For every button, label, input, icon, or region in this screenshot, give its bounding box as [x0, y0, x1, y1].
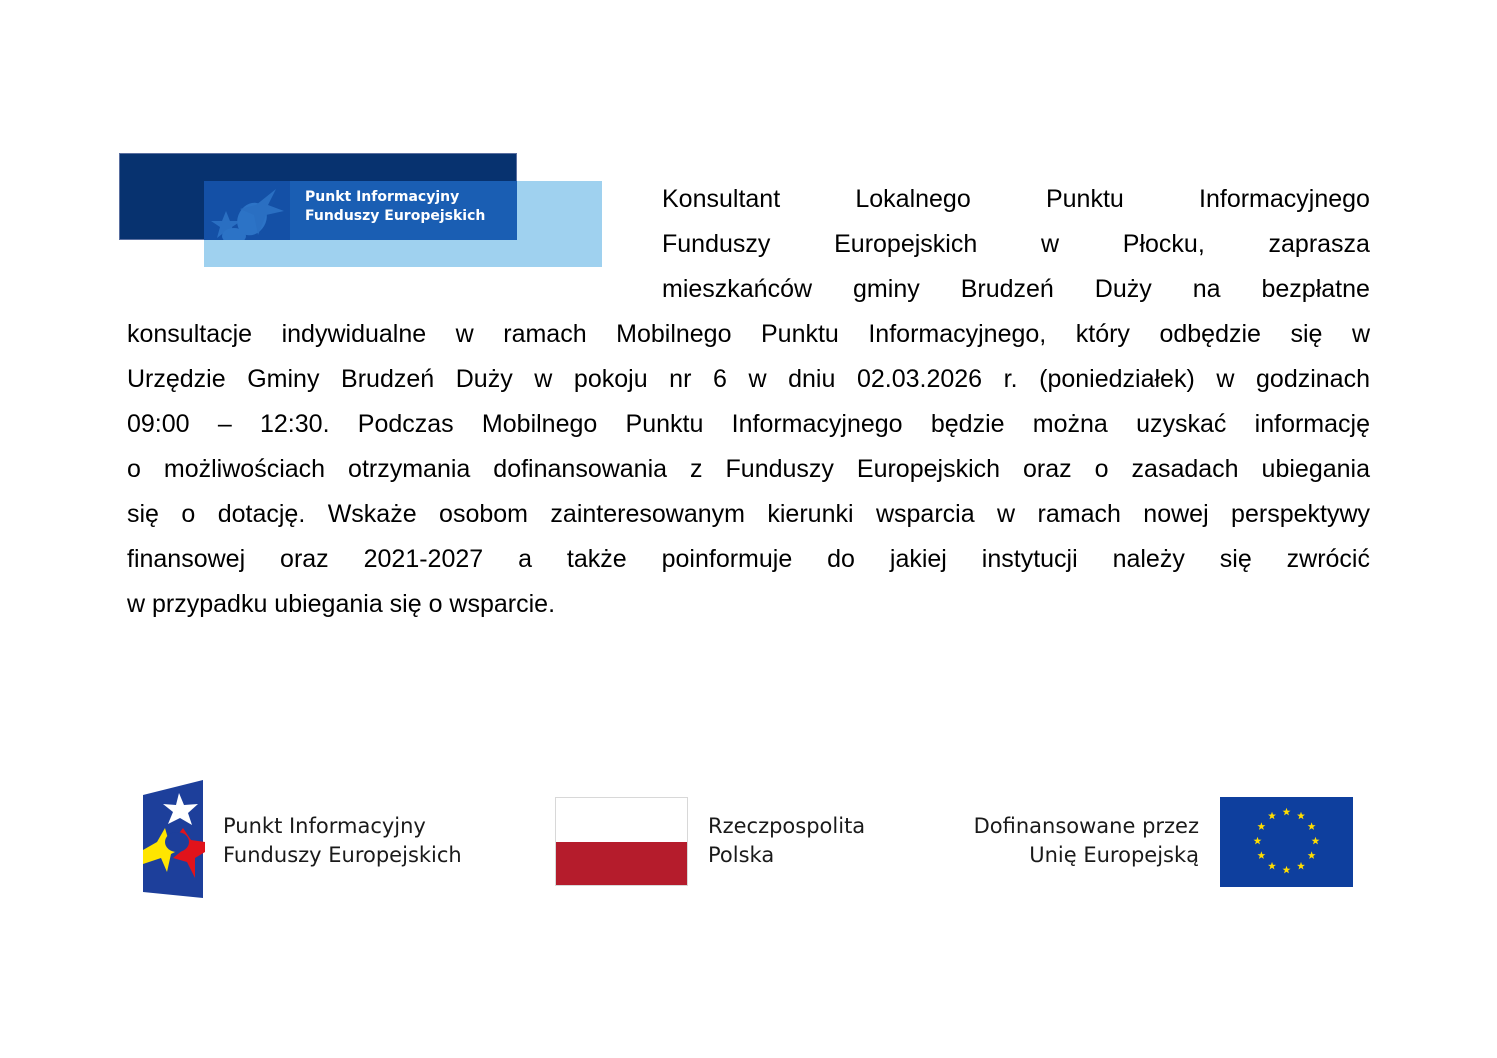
- word: Brudzeń: [960, 275, 1054, 303]
- body-line: o możliwościach otrzymania dofinansowania z Funduszy Europejskich oraz o zasadach ubiegania: [127, 455, 1370, 483]
- eu-logo-text: [974, 812, 1199, 870]
- header-logo-line2: Funduszy Europejskich: [305, 208, 486, 224]
- body-paragraph: [127, 312, 1370, 627]
- word: Duży: [1094, 275, 1152, 303]
- flag-red-stripe: [556, 842, 687, 886]
- header-logo-punkt-informacyjny: [119, 153, 603, 268]
- body-line: się o dotację. Wskaże osobom zainteresowanym kierunki wsparcia w ramach nowej perspektywy: [127, 500, 1370, 528]
- fe-logo-line2: Funduszy Europejskich: [223, 843, 462, 867]
- polish-flag-icon: [555, 797, 688, 886]
- eu-flag-icon: [1220, 797, 1353, 887]
- pl-logo-line1: Rzeczpospolita: [708, 814, 866, 838]
- intro-line-1: [662, 177, 1370, 222]
- word: Punktu: [1045, 185, 1124, 213]
- body-line: w przypadku ubiegania się o wsparcie.: [127, 590, 556, 618]
- eu-logo-line2: Unię Europejską: [1029, 843, 1199, 867]
- word: Konsultant: [662, 185, 781, 213]
- word: w: [1041, 230, 1060, 258]
- fundusze-europejskie-icon: [143, 780, 205, 898]
- word: Europejskich: [834, 230, 978, 258]
- flag-white-stripe: [556, 798, 687, 842]
- body-line: 09:00 – 12:30. Podczas Mobilnego Punktu Informacyjnego będzie można uzyskać informację: [127, 410, 1370, 438]
- word: Funduszy: [662, 230, 771, 258]
- stars-icon: [204, 181, 290, 240]
- word: gminy: [853, 275, 920, 303]
- body-line: finansowej oraz 2021-2027 a także poinformuje do jakiej instytucji należy się zwrócić: [127, 545, 1370, 573]
- word: Informacyjnego: [1199, 185, 1370, 213]
- pl-logo-text: [708, 812, 865, 870]
- word: zaprasza: [1268, 230, 1370, 258]
- body-line: konsultacje indywidualne w ramach Mobilnego Punktu Informacyjnego, który odbędzie się w: [127, 320, 1370, 348]
- word: Lokalnego: [855, 185, 971, 213]
- intro-line-2: [662, 222, 1370, 267]
- pl-logo-line2: Polska: [708, 843, 775, 867]
- word: Płocku,: [1122, 230, 1205, 258]
- fe-logo-line1: Punkt Informacyjny: [223, 814, 426, 838]
- header-logo-line1: Punkt Informacyjny: [305, 189, 460, 205]
- word: bezpłatne: [1261, 275, 1370, 303]
- intro-paragraph: [662, 177, 1370, 312]
- header-logo-text: [305, 188, 485, 226]
- intro-line-3: [662, 267, 1370, 312]
- word: na: [1192, 275, 1221, 303]
- word: mieszkańców: [662, 275, 813, 303]
- body-line: Urzędzie Gminy Brudzeń Duży w pokoju nr 6 w dniu 02.03.2026 r. (poniedziałek) w godzinach: [127, 365, 1370, 393]
- eu-logo-line1: Dofinansowane przez: [973, 814, 1199, 838]
- fe-logo-text: [223, 812, 462, 870]
